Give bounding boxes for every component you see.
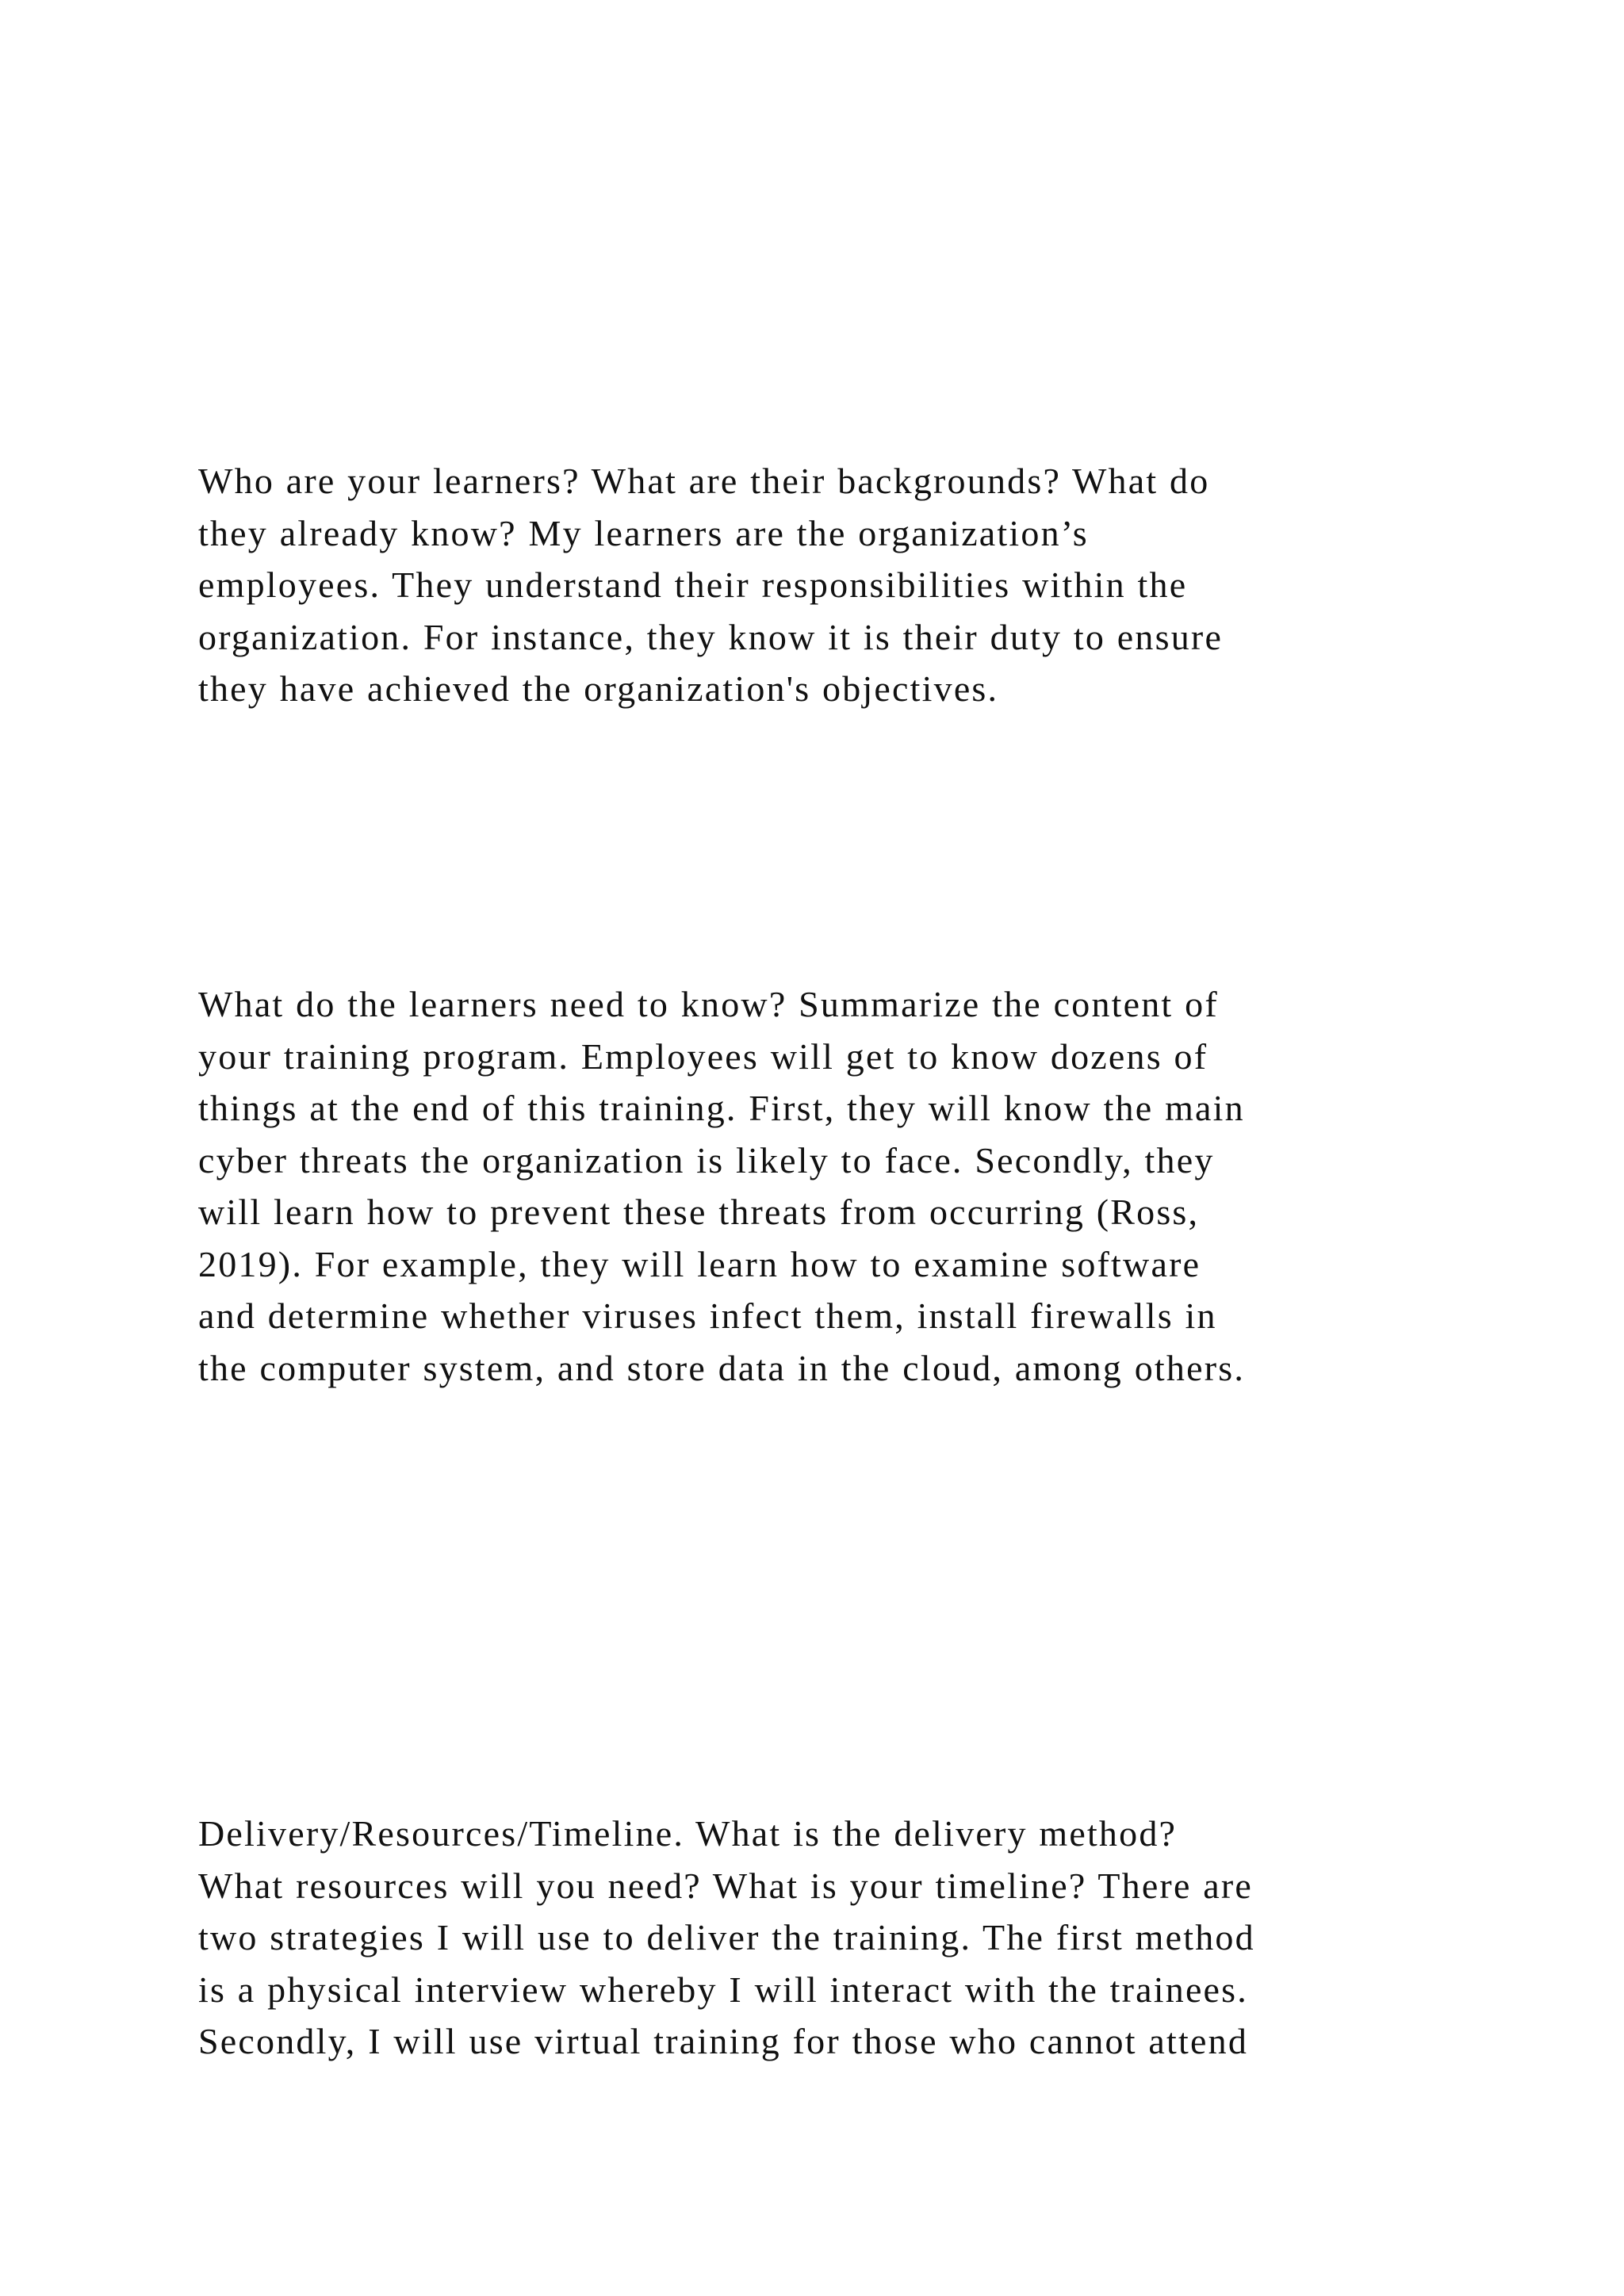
text-line: is a physical interview whereby I will interact with the trainees. <box>198 1969 1248 2010</box>
text-line: 2019). For example, they will learn how to examine software <box>198 1243 1201 1284</box>
text-line: two strategies I will use to deliver the training. The first method <box>198 1917 1255 1957</box>
paragraph-delivery <box>198 1808 1507 2068</box>
text-line: What resources will you need? What is your timeline? There are <box>198 1865 1254 1906</box>
text-line: Secondly, I will use virtual training for those who cannot attend <box>198 2021 1249 2061</box>
text-line: employees. They understand their responsibilities within the <box>198 564 1188 605</box>
text-line: your training program. Employees will get to know dozens of <box>198 1035 1208 1077</box>
text-line: organization. For instance, they know it is their duty to ensure <box>198 616 1224 657</box>
paragraph-learners <box>198 455 1507 715</box>
paragraph-content <box>198 978 1507 1394</box>
text-line: things at the end of this training. First, they will know the main <box>198 1088 1245 1128</box>
text-line: the computer system, and store data in the cloud, among others. <box>198 1347 1246 1388</box>
text-line: Delivery/Resources/Timeline. What is the delivery method? <box>198 1813 1178 1854</box>
text-line: they already know? My learners are the organization’s <box>198 512 1089 553</box>
text-line: cyber threats the organization is likely to face. Secondly, they <box>198 1139 1215 1181</box>
text-line: and determine whether viruses infect them, install firewalls in <box>198 1295 1217 1336</box>
text-line: Who are your learners? What are their backgrounds? What do <box>198 461 1210 501</box>
text-line: they have achieved the organization's objectives. <box>198 668 999 709</box>
text-line: What do the learners need to know? Summarize the content of <box>198 984 1219 1024</box>
text-line: will learn how to prevent these threats from occurring (Ross, <box>198 1192 1200 1232</box>
